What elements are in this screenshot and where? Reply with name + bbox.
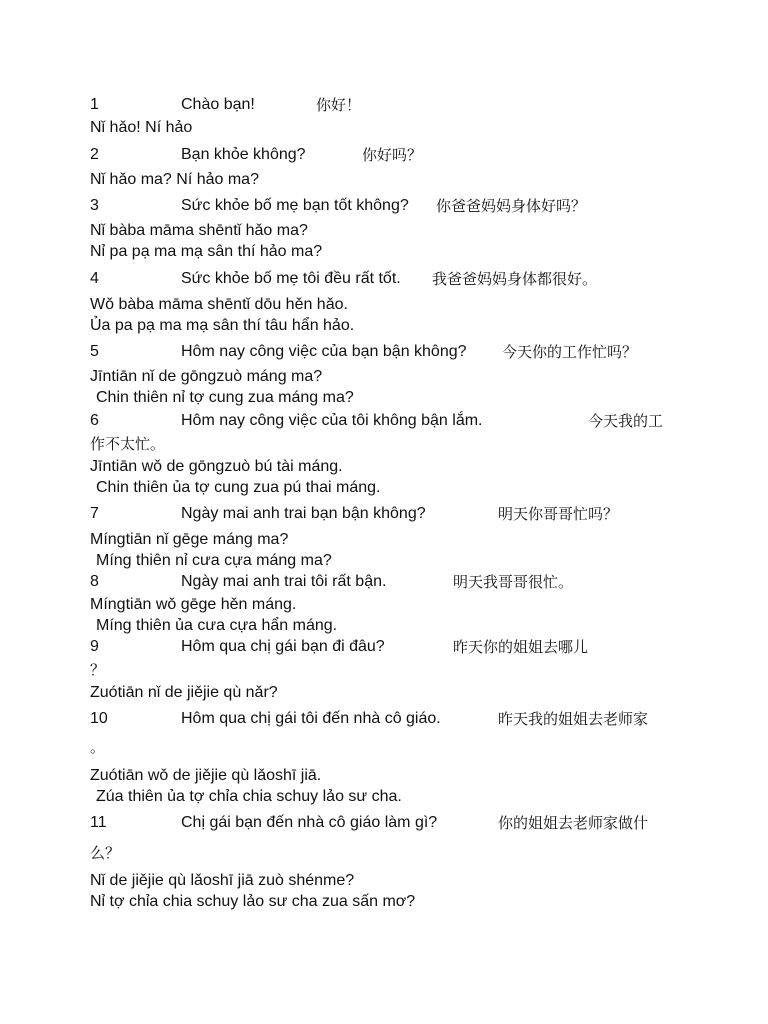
item-number: 4	[90, 270, 99, 287]
chinese-text: 明天你哥哥忙吗？	[498, 505, 619, 523]
chinese-text: 今天我的工	[588, 412, 664, 430]
pronunciation-text: Chin thiên nỉ tợ cung zua máng ma?	[96, 389, 354, 406]
chinese-text: 你爸爸妈妈身体好吗？	[436, 197, 587, 215]
item-number: 7	[90, 505, 99, 522]
item-number: 6	[90, 412, 99, 429]
item-number: 3	[90, 197, 99, 214]
vietnamese-text: Hôm nay công việc của tôi không bận lắm.	[181, 412, 483, 429]
pinyin-text: Jīntiān wǒ de gōngzuò bú tài máng.	[90, 458, 343, 475]
pronunciation-text: Nỉ tợ chỉa chia schuy lảo sư cha zua sấn mơ?	[90, 893, 416, 910]
pinyin-text: Zuótiān wǒ de jiějie qù lǎoshī jiā.	[90, 767, 322, 784]
chinese-text: 昨天我的姐姐去老师家	[498, 710, 649, 728]
pinyin-text: Wǒ bàba māma shēntǐ dōu hěn hǎo.	[90, 296, 348, 313]
chinese-text: 你好吗？	[362, 146, 423, 164]
chinese-text: 你的姐姐去老师家做什	[498, 814, 649, 832]
pinyin-text: Nǐ bàba māma shēntǐ hǎo ma?	[90, 222, 308, 239]
chinese-text: 今天你的工作忙吗？	[502, 343, 638, 361]
item-number: 11	[90, 814, 107, 831]
item-number: 2	[90, 146, 99, 163]
pinyin-text: Jīntiān nǐ de gōngzuò máng ma?	[90, 368, 323, 385]
item-number: 1	[90, 96, 99, 113]
pronunciation-text: Zúa thiên ủa tợ chỉa chia schuy lảo sư cha.	[96, 788, 402, 805]
vietnamese-text: Bạn khỏe không?	[181, 146, 306, 163]
pronunciation-text: Ủa pa pạ ma mạ sân thí tâu hẩn hảo.	[90, 317, 355, 334]
vietnamese-text: Chào bạn!	[181, 96, 255, 113]
pinyin-text: Nǐ hǎo ma? Ní hảo ma?	[90, 171, 259, 188]
vietnamese-text: Sức khỏe bố mẹ bạn tốt không?	[181, 197, 409, 214]
chinese-text-continued: 作不太忙。	[90, 435, 166, 453]
pronunciation-text: Nỉ pa pạ ma mạ sân thí hảo ma?	[90, 243, 323, 260]
item-number: 9	[90, 638, 99, 655]
vietnamese-text: Hôm qua chị gái tôi đến nhà cô giáo.	[181, 710, 441, 727]
chinese-text-continued: 。	[90, 738, 106, 756]
vietnamese-text: Ngày mai anh trai tôi rất bận.	[181, 573, 387, 590]
pronunciation-text: Míng thiên ủa cưa cựa hẩn máng.	[96, 617, 338, 634]
vietnamese-text: Hôm qua chị gái bạn đi đâu?	[181, 638, 385, 655]
chinese-text: 昨天你的姐姐去哪儿	[453, 638, 589, 656]
chinese-text-continued: 么？	[90, 844, 121, 862]
chinese-text: 我爸爸妈妈身体都很好。	[432, 270, 598, 288]
pinyin-text: Nǐ hǎo! Ní hảo	[90, 119, 193, 136]
pinyin-text: Míngtiān nǐ gēge máng ma?	[90, 531, 289, 548]
item-number: 5	[90, 343, 99, 360]
chinese-text: 你好！	[316, 96, 362, 114]
vietnamese-text: Chị gái bạn đến nhà cô giáo làm gì?	[181, 814, 438, 831]
pronunciation-text: Chin thiên ủa tợ cung zua pú thai máng.	[96, 479, 381, 496]
pinyin-text: Nǐ de jiějie qù lǎoshī jiā zuò shénme?	[90, 872, 355, 889]
chinese-text: 明天我哥哥很忙。	[453, 573, 574, 591]
item-number: 10	[90, 710, 108, 727]
chinese-text-continued: ？	[90, 661, 106, 679]
pinyin-text: Zuótiān nǐ de jiějie qù nǎr?	[90, 684, 278, 701]
vietnamese-text: Hôm nay công việc của bạn bận không?	[181, 343, 467, 360]
vietnamese-text: Ngày mai anh trai bạn bận không?	[181, 505, 426, 522]
pinyin-text: Míngtiān wǒ gēge hěn máng.	[90, 596, 297, 613]
pronunciation-text: Míng thiên nỉ cưa cựa máng ma?	[96, 552, 332, 569]
item-number: 8	[90, 573, 99, 590]
vietnamese-text: Sức khỏe bố mẹ tôi đều rất tốt.	[181, 270, 401, 287]
